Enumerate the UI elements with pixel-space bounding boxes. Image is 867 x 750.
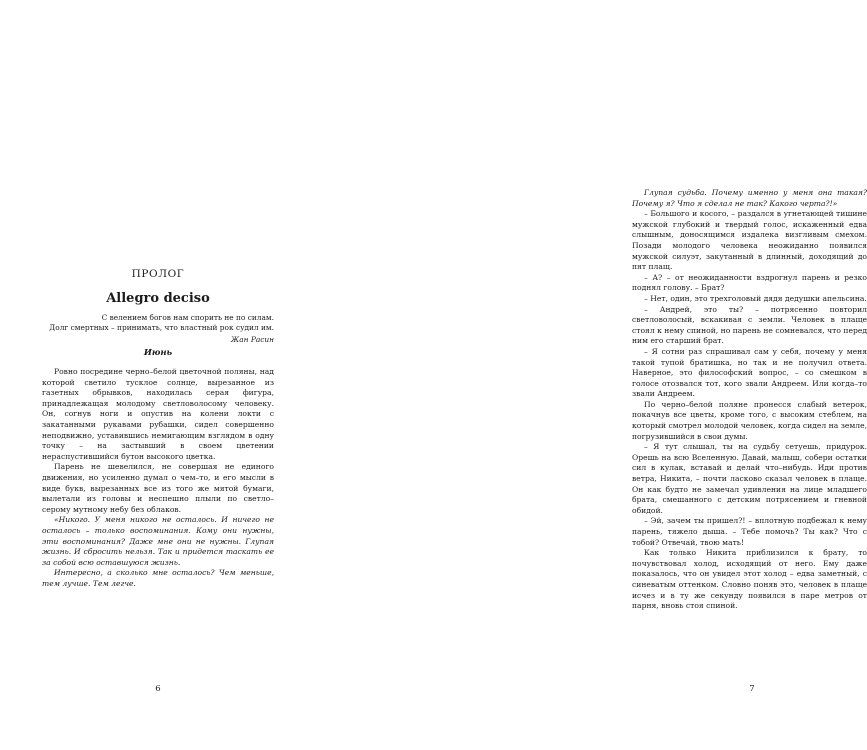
paragraph: Интересно, а сколько мне осталось? Чем меньше, тем лучше. Тем легче. bbox=[42, 568, 274, 588]
paragraph: – Большого и косого, – раздался в угнетающей тишине мужской глубокий и твердый голос, искаженный едва слышным, доносящимся издалека визгливым смехом. Позади молодого человека неожиданно появился мужской силуэт, закутанный в длинный, доходящий до пят плащ. bbox=[632, 209, 867, 272]
paragraph: – Андрей, это ты? – потрясенно повторил светловолосый, вскакивая с земли. Человек в плаще стоял к нему спиной, но парень не сомневался, что перед ним его старший брат. bbox=[632, 304, 867, 346]
left-page bbox=[0, 0, 300, 750]
page-number: 7 bbox=[749, 684, 755, 694]
paragraph: «Никого. У меня никого не осталось. И ничего не осталось – только воспоминания. Кому они нужны, эти воспоминания? Даже мне они не нужны. Глупая жизнь. И сбросить нельзя. Так и придется таскать ее за собой всю оставшуюся жизнь. bbox=[42, 515, 274, 567]
left-text-column bbox=[42, 367, 274, 589]
paragraph: – Нет, один, это трехголовый дядя дедушки апельсина. bbox=[644, 293, 867, 303]
paragraph: Ровно посредине черно–белой цветочной поляны, над которой светило тусклое солнце, вырезанное из газетных обрывков, находилась серая фигура, принадлежащая молодому светловолосому человеку. Он, согнув ноги и опустив на колени локти с закатанными рукавами рубашки, сидел совершенно неподвижно, уставившись немигающим взглядом в одну точку – на застывший в своем цветении нераспустившийся бутон высокого цветка. bbox=[42, 367, 274, 461]
right-page bbox=[300, 0, 867, 750]
paragraph: – Я тут слышал, ты на судьбу сетуешь, придурок. Орешь на всю Вселенную. Давай, малыш, собери остатки сил в кулак, вставай и делай что–нибудь. Иди против ветра, Никита, – почти ласково сказал человек в плаще. Он как будто не замечал удивления на лице младшего брата, смешанного с детским потрясением и гневной обидой. bbox=[632, 442, 867, 515]
chapter-title: ПРОЛОГ bbox=[131, 268, 185, 280]
paragraph: Как только Никита приблизился к брату, то почувствовал холод, исходящий от него. Ему даже показалось, что он увидел этот холод – едва заметный, с синеватым оттенком. Словно поняв это, человек в плаще исчез и в ту же секунду появился в паре метров от парня, вновь стоя спиной. bbox=[632, 548, 867, 611]
paragraph: По черно–белой поляне пронесся слабый ветерок, покачнув все цветы, кроме того, с высоким стеблем, на который смотрел молодой человек, когда сидел на земле, погрузившийся в свои думы. bbox=[632, 399, 867, 441]
chapter-subtitle: Allegro deciso bbox=[106, 291, 210, 306]
paragraph: – А? – от неожиданности вздрогнул парень и резко поднял голову. – Брат? bbox=[632, 272, 867, 293]
page-number: 6 bbox=[155, 684, 161, 694]
epigraph-line: Долг смертных – принимать, что властный рок судил им. bbox=[49, 323, 274, 332]
paragraph: – Эй, зачем ты пришел?! – вплотную подбежал к нему парень, тяжело дыша. – Тебе помочь? Ты как? Что с тобой? Отвечай, твою мать! bbox=[632, 516, 867, 547]
epigraph-author: Жан Расин bbox=[230, 335, 274, 344]
paragraph: Глупая судьба. Почему именно у меня она такая? Почему я? Что я сделал не так? Какого черта?!» bbox=[632, 188, 867, 208]
epigraph bbox=[42, 313, 274, 345]
section-heading: Июнь bbox=[143, 348, 173, 358]
right-text-column bbox=[632, 188, 867, 612]
paragraph: – Я сотни раз спрашивал сам у себя, почему у меня такой тупой братишка, но так и не получил ответа. Наверное, это философский вопрос, – со смешком в голосе отозвался тот, кого звали Андреем. Или когда–то звали Андреем. bbox=[632, 346, 867, 399]
epigraph-line: С велением богов нам спорить не по силам. bbox=[101, 313, 274, 322]
paragraph: Парень не шевелился, не совершая не единого движения, но усиленно думал о чем–то, и его мысли в виде букв, вырезанных все из того же мятой бумаги, вылетали из головы и неспешно плыли по светло–серому мутному небу без облаков. bbox=[42, 462, 274, 514]
